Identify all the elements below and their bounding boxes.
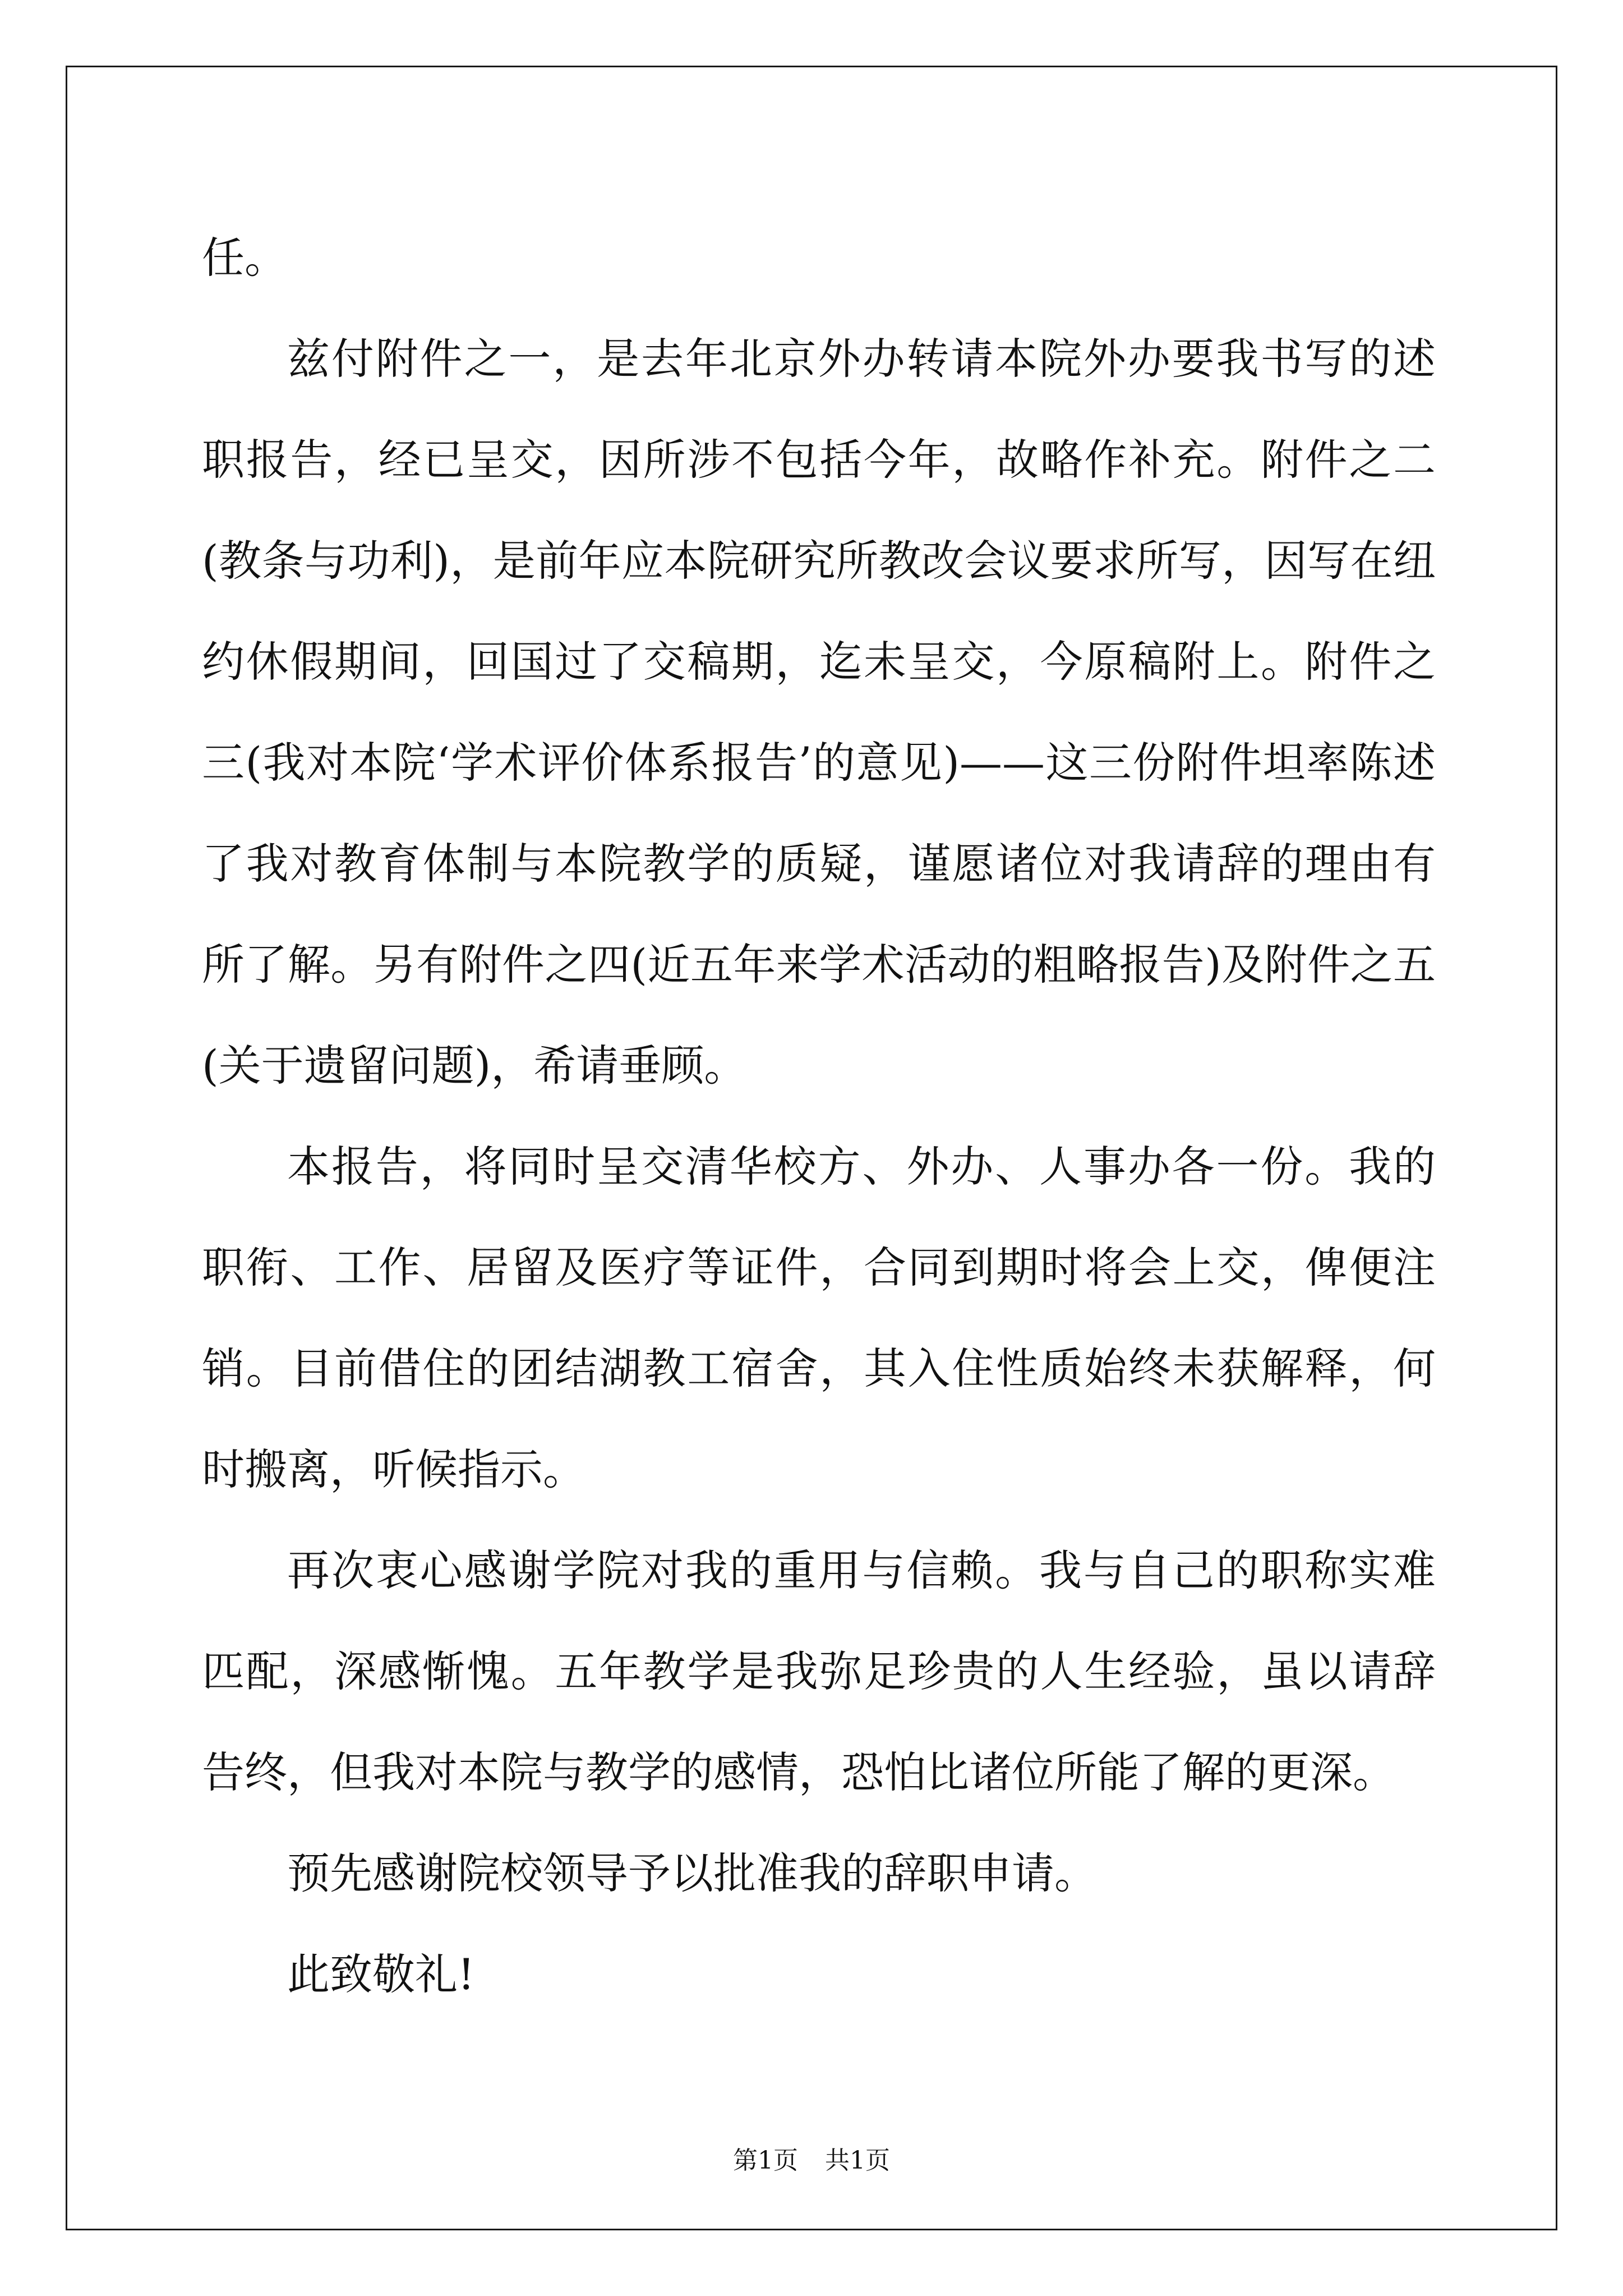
paragraph-4: 再次衷心感谢学院对我的重用与信赖。我与自己的职称实难匹配，深感惭愧。五年教学是我弥足珍贵的人生经验，虽以请辞告终，但我对本院与教学的感情，恐怕比诸位所能了解的更深。 <box>202 1545 1436 1797</box>
paragraph-2: 兹付附件之一，是去年北京外办转请本院外办要我书写的述职报告，经已呈交，因所涉不包括今年，故略作补充。附件之二(教条与功利)，是前年应本院研究所教改会议要求所写，因写在纽约休假期间，回国过了交稿期，迄未呈交，今原稿附上。附件之三(我对本院‘学术评价体系报告’的意见)——这三份附件坦率陈述了我对教育体制与本院教学的质疑，谨愿诸位对我请辞的理由有所了解。另有附件之四(近五年来学术活动的粗略报告)及附件之五(关于遗留问题)，希请垂顾。 <box>202 334 1436 1091</box>
paragraph-3: 本报告，将同时呈交清华校方、外办、人事办各一份。我的职衔、工作、居留及医疗等证件，合同到期时将会上交，俾便注销。目前借住的团结湖教工宿舍，其入住性质始终未获解释，何时搬离，听候指示。 <box>202 1142 1436 1494</box>
paragraph-1: 任。 <box>202 233 287 283</box>
page-number: 第1页 <box>733 2146 798 2175</box>
page-footer <box>0 2140 1623 2176</box>
document-body <box>202 208 1436 2025</box>
page-total: 共1页 <box>825 2146 890 2175</box>
paragraph-5: 预先感谢院校领导予以批准我的辞职申请。 <box>287 1848 1097 1898</box>
paragraph-6: 此致敬礼! <box>287 1949 475 1999</box>
